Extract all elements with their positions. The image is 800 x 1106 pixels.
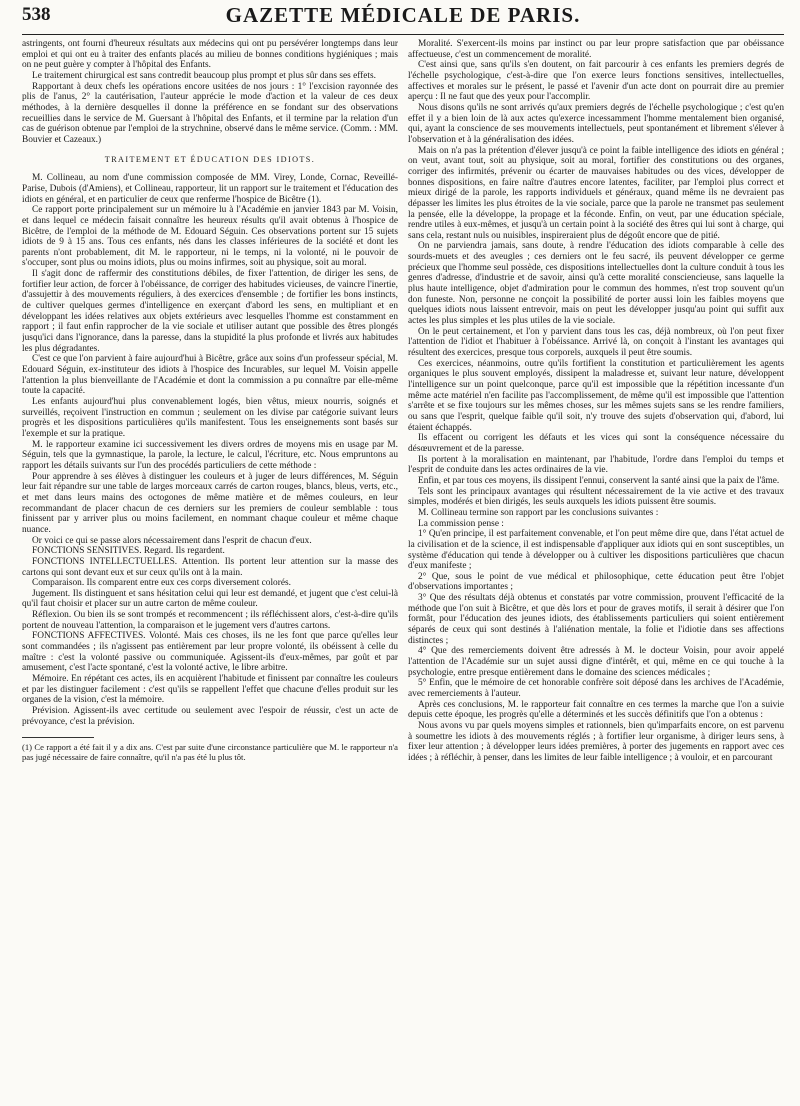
paragraph: FONCTIONS AFFECTIVES. Volonté. Mais ces choses, ils ne les font que parce qu'elles leur sont commandées ; ils n'agissent pas entièrement par leur propre volonté, ils obéissent à celle du maître : c'est la volonté passive ou communiquée. Agissent-ils d'eux-mêmes, par goût et par amusement, c'est l'acte spontané, c'est la volonté active, le libre arbitre. [22,631,398,674]
journal-title: GAZETTE MÉDICALE DE PARIS. [225,3,581,27]
section-title: TRAITEMENT ET ÉDUCATION DES IDIOTS. [104,154,316,164]
paragraph: M. Collineau, au nom d'une commission composée de MM. Virey, Londe, Cornac, Reveillé-Parise, Dubois (d'Amiens), et Collineau, rapporteur, lit un rapport sur le traitement et l'éducation des idiots en général, et en particulier de ceux que renferme l'hospice de Bicêtre (1). [22,173,398,205]
paragraph: 5° Enfin, que le mémoire de cet honorable confrère soit déposé dans les archives de l'Académie, avec remerciements à l'auteur. [408,678,784,700]
paragraph: Réflexion. Ou bien ils se sont trompés et recommencent ; ils réfléchissent alors, c'est-à-dire qu'ils portent de nouveau l'attention, la comparaison et le jugement vers d'autres cartons. [22,610,398,631]
paragraph: astringents, ont fourni d'heureux résultats aux médecins qui ont pu persévérer longtemps dans leur emploi et qui ont eu à traiter des enfants placés au milieu de bonnes conditions hygiéniques ; mais on ne peut guère y compter à l'hôpital des Enfants. [22,39,398,71]
page-header [22,0,784,35]
paragraph: Mais on n'a pas la prétention d'élever jusqu'à ce point la faible intelligence des idiots en général ; on veut, avant tout, soit au physique, soit au moral, fortifier des constitutions ou des organes, corriger des infirmités, prévenir ou écarter de mauvaises habitudes ou des vices, développer de bonnes dispositions, en faire naître d'autres encore latentes, faciliter, par l'emploi plus correct et mieux dirigé de la parole, les rapports individuels et généraux, quand même ils ne devraient pas dépasser les limites les plus étroites de la vie sociale, parce que la parole ne transmet pas seulement la pensée, elle la développe, la propage et la féconde. Enfin, on veut, par une éducation spéciale, rendre utiles à eux-mêmes, et jusqu'à un certain point à la société des êtres qui lui sont à charge, qui sans cela, restant nuls ou nuisibles, inspireraient plus de dégoût encore que de pitié. [408,145,784,241]
paragraph: FONCTIONS SENSITIVES. Regard. Ils regardent. [32,546,225,557]
paragraph: On ne parviendra jamais, sans doute, à rendre l'éducation des idiots comparable à celle des sourds-muets et des aveugles ; ces derniers ont le feu sacré, ils peuvent développer ce germe précieux que l'homme seul possède, ces dispositions intellectuelles dont la culture conduit à tous les genres d'adresse, d'industrie et de savoir, ainsi qu'à cette moralité consciencieuse, sans laquelle la plus haute intelligence, objet d'admiration pour le commun des hommes, n'est trop souvent qu'un don funeste. Non, personne ne conçoit la possibilité de porter aussi loin les faibles moyens que quelques idiots nous laissent entrevoir, mais on peut les développer jusqu'au point qui suffit aux actes les plus simples et les plus utiles de la vie sociale. [408,241,784,327]
paragraph: M. Collineau termine son rapport par les conclusions suivantes : [418,507,659,518]
paragraph: Rapportant à deux chefs les opérations encore usitées de nos jours : 1° l'excision rayonnée des plis de l'anus, 2° la cautérisation, l'auteur apprécie le mode d'action et la valeur de ces deux méthodes, à la dernière desquelles il donne la préférence en se fondant sur des observations recueillies dans le service de M. Guersant à l'hôpital des Enfants, et il termine par la relation d'un cas de guérison obtenue par l'emploi de la strychnine, observé dans le même service. (Comm. : MM. Bouvier et Cazeaux.) [22,81,398,145]
paragraph: 1° Qu'en principe, il est parfaitement convenable, et l'on peut même dire que, dans l'état actuel de la civilisation et de la science, il est indispensable d'appliquer aux idiots qui en sont susceptibles, un système d'éducation qui tende à développer ou à cultiver les dispositions particulières que chacun d'eux manifeste ; [408,529,784,572]
columns [22,39,784,1099]
left-column [22,39,398,1099]
paragraph: Comparaison. Ils comparent entre eux ces corps diversement colorés. [32,578,291,589]
paragraph: Les enfants aujourd'hui plus convenablement logés, bien vêtus, mieux nourris, soignés et surveillés, reçoivent l'instruction en commun ; seulement on les divise par catégorie suivant leurs progrès et les dispositions particulières qu'ils manifestent. Tous les enseignements sont basés sur l'exemple et sur la pratique. [22,397,398,439]
paragraph: Moralité. S'exercent-ils moins par instinct ou par leur propre satisfaction que par obéissance affectueuse, c'est un commencement de moralité. [408,39,784,60]
paragraph: 4° Que des remerciements doivent être adressés à M. le docteur Voisin, pour avoir appelé l'attention de l'Académie sur un sujet aussi digne d'intérêt, et qui, même en ce qui touche à la psychologie, entre presque entièrement dans le domaine des sciences médicales ; [408,646,784,678]
paragraph: C'est ainsi que, sans qu'ils s'en doutent, on fait parcourir à ces enfants les premiers degrés de l'échelle psychologique, c'est-à-dire que l'on exerce leurs fonctions sensitives, intellectuelles, affectives et morales sur le présent, le passé et l'avenir d'un acte dont on pourrait dire au premier aperçu : Il ne faut que des yeux pour l'accomplir. [408,60,784,103]
page-number: 538 [22,4,51,25]
paragraph: Ce rapport porte principalement sur un mémoire lu à l'Académie en janvier 1843 par M. Voisin, et dans lequel ce médecin faisait connaître les heureux résults qu'il avait obtenus à l'hospice de Bicêtre, de l'emploi de la méthode de M. Edouard Séguin. Ces observations portent sur 15 sujets idiots de 9 à 15 ans. Tous ces enfants, nés dans les classes inférieures de la société et dont les parents n'ont probablement, dit M. le rapporteur, ni le temps, ni la volonté, ni le pouvoir de s'occuper, sont plus ou moins idiots, plus ou moins infirmes, soit au physique, soit au moral. [22,205,398,269]
paragraph: On le peut certainement, et l'on y parvient dans tous les cas, déjà nombreux, où l'on peut fixer l'attention de l'idiot et l'habituer à l'obéissance. Arrivé là, on conçoit à l'instant les avantages qui résultent des exercices, presque tous corporels, auxquels il peut être soumis. [408,326,784,359]
footnote: (1) Ce rapport a été fait il y a dix ans. C'est par suite d'une circonstance particulière que M. le rapporteur n'a pas jugé nécessaire de faire connaître, qu'il n'a pas été lu plus tôt. [22,742,398,763]
paragraph: 3° Que des résultats déjà obtenus et constatés par votre commission, prouvent l'efficacité de la méthode que l'on suit à Bicêtre, et que dès lors et pour de graves motifs, il serait à désirer que l'on formât, pour l'éducation des jeunes idiots, des établissements particuliers qui soient entièrement séparés de ceux qui sont destinés à l'aliénation mentale, la folie et l'idiotie dans ses affections distinctes ; [408,593,784,646]
paragraph: Après ces conclusions, M. le rapporteur fait connaître en ces termes la marche que l'on a suivie depuis cette époque, les progrès qu'elle a déterminés et les succès définitifs que l'on a obtenus : [408,699,784,721]
paragraph: M. le rapporteur examine ici successivement les divers ordres de moyens mis en usage par M. Séguin, tels que la gymnastique, la parole, la lecture, le calcul, l'écriture, etc. Nous empruntons au rapport les détails suivants sur l'un des procédés particuliers de cette méthode : [22,439,398,471]
paragraph: Nous disons qu'ils ne sont arrivés qu'aux premiers degrés de l'échelle psychologique ; c'est qu'en effet il y a bien loin de là aux actes qu'exerce incessamment l'homme mentalement bien organisé, qui, ayant la conscience de ses mouvements intellectuels, peut spontanément et librement s'élever à l'observation et à la généralisation des idées. [408,102,784,145]
paragraph: Prévision. Agissent-ils avec certitude ou seulement avec l'espoir de réussir, c'est un acte de prévoyance, c'est la prévision. [22,706,398,727]
paragraph: FONCTIONS INTELLECTUELLES. Attention. Ils portent leur attention sur la masse des cartons qui sont devant eux et sur ceux qu'ils ont à la main. [22,556,398,578]
paragraph: Le traitement chirurgical est sans contredit beaucoup plus prompt et plus sûr dans ses effets. [32,70,376,81]
paragraph: Tels sont les principaux avantages qui résultent nécessairement de la vie active et des travaux simples, modérés et bien dirigés, les seuls auxquels les idiots puissent être soumis. [408,486,784,508]
paragraph: Il s'agit donc de raffermir des constitutions débiles, de fixer l'attention, de diriger les sens, de fortifier leur action, de forcer à l'obéissance, de corriger des habitudes vicieuses, de vaincre l'inertie, d'assujettir à des mouvements réguliers, à des exercices d'ensemble ; de fortifier les bons instincts, de cultiver quelques germes d'intelligence en exerçant d'abord les sens, en multipliant et en développant les idées relatives aux objets extérieurs avec lesquelles l'homme est constamment en rapport ; il faut enfin rapprocher de la vie sociale et utiliser autant que possible des êtres plongés jusqu'ici dans l'ignorance, dans la paresse, dans la stupidité la plus profonde et livrés aux habitudes les plus dégradantes. [22,269,398,354]
paragraph: Pour apprendre à ses élèves à distinguer les couleurs et à juger de leurs différences, M. Séguin leur fait répandre sur une table de larges morceaux carrés de carton rouges, blancs, bleus, verts, etc., et met dans leurs mains des octogones de même matière et de mêmes couleurs, en leur recommandant de placer chacun de ces derniers sur les premiers de couleur semblable : tous finissent par y arriver plus ou moins facilement, en nommant chaque couleur et même chaque nuance. [22,471,398,535]
paragraph: Enfin, et par tous ces moyens, ils dissipent l'ennui, conservent la santé ainsi que la paix de l'âme. [418,475,780,486]
paragraph: 2° Que, sous le point de vue médical et philosophique, cette éducation peut être l'objet d'observations importantes ; [408,571,784,593]
right-column [408,39,784,1099]
paragraph: Nous avons vu par quels moyens simples et rationnels, bien qu'imparfaits encore, on est parvenu à soumettre les idiots à des mouvements réglés ; à fortifier leur organisme, à diriger leurs sens, à fixer leur attention ; à développer leurs idées premières, à porter des jugements en rapport avec ces idées ; à réfléchir, à penser, dans les limites de leur faible intelligence ; à vouloir, et en parcourant [408,721,784,763]
paragraph: Jugement. Ils distinguent et sans hésitation celui qui leur est demandé, et jugent que c'est celui-là qu'il faut choisir et placer sur un autre carton de même couleur. [22,588,398,610]
paragraph: Ils portent à la moralisation en maintenant, par l'habitude, l'ordre dans l'emploi du temps et l'esprit de conduite dans les actes ordinaires de la vie. [408,454,784,476]
paragraph: C'est ce que l'on parvient à faire aujourd'hui à Bicêtre, grâce aux soins d'un professeur spécial, M. Edouard Séguin, ex-instituteur des idiots à l'hospice des Incurables, sur lequel M. Voisin appelle l'attention la plus bienveillante de l'Académie et dont la commission a pu connaître par elle-même toute la capacité. [22,354,398,397]
paragraph: La commission pense : [418,518,504,529]
paragraph: Or voici ce qui se passe alors nécessairement dans l'esprit de chacun d'eux. [32,535,312,546]
footnote-separator [22,737,94,738]
paragraph: Ils effacent ou corrigent les défauts et les vices qui sont la conséquence nécessaire du désœuvrement et de la paresse. [408,433,784,454]
paragraph: Mémoire. En répétant ces actes, ils en acquièrent l'habitude et finissent par connaître les couleurs et par les distinguer facilement : c'est qu'ils se rappellent l'effet que chacune d'elles produit sur les organes de la vision, c'est la mémoire. [22,674,398,706]
paragraph: Ces exercices, néanmoins, outre qu'ils fortifient la constitution et particulièrement les agents organiques le plus souvent employés, dissipent la maladresse et, suivant leur nature, développent l'intelligence sur un point quelconque, parce qu'il est impossible que la répétition incessante d'un même acte matériel n'en facilite pas l'accomplissement, de même qu'il est impossible que l'attention s'arrête et se fixe toujours sur les mêmes choses, sur les mêmes sujets sans se les rendre familiers, ou sans que l'esprit, quelque faible qu'il soit, n'y trouve des sujets d'observation qui, d'abord, lui étaient échappés. [408,358,784,433]
